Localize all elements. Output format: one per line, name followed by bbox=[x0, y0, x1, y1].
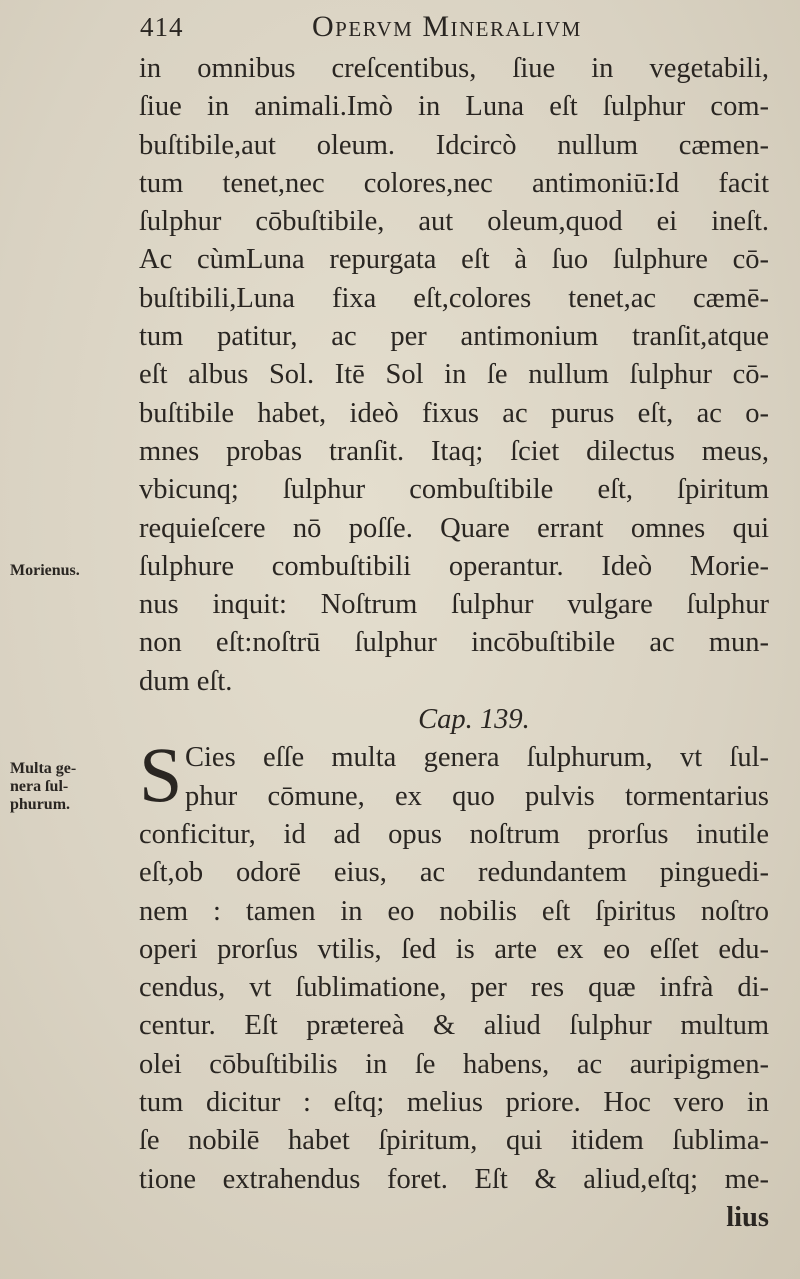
text-line: cendus, vt ſublimatione, per res quæ infrà di- bbox=[139, 972, 769, 1004]
page-number: 414 bbox=[140, 12, 184, 42]
catchword: lius bbox=[726, 1201, 769, 1233]
text-line: dum eſt. bbox=[139, 665, 233, 697]
text-line: ſulphur cōbuſtibile, aut oleum,quod ei ineſt. bbox=[139, 206, 769, 238]
text-line: tione extrahendus foret. Eſt & aliud,eſtq; me- bbox=[139, 1163, 769, 1195]
text-line: Cies eſſe multa genera ſulphurum, vt ſul- bbox=[185, 742, 769, 774]
text-line: ſe nobilē habet ſpiritum, qui itidem ſublima- bbox=[139, 1125, 769, 1157]
text-line: mnes probas tranſit. Itaq; ſciet dilectus meus, bbox=[139, 435, 769, 467]
text-line: conficitur, id ad opus noſtrum prorſus inutile bbox=[139, 818, 769, 850]
text-line: phur cōmune, ex quo pulvis tormentarius bbox=[185, 780, 769, 812]
margin-note-line: Multa ge- bbox=[10, 760, 77, 777]
text-line: tum tenet,nec colores,nec antimoniū:Id facit bbox=[139, 167, 769, 199]
text-line: vbicunq; ſulphur combuſtibile eſt, ſpiritum bbox=[139, 474, 769, 506]
chapter-heading: Cap. 139. bbox=[418, 704, 530, 736]
text-line: tum dicitur : eſtq; melius priore. Hoc vero in bbox=[139, 1087, 769, 1119]
running-title: Opervm Mineralivm bbox=[312, 10, 582, 43]
margin-note-morienus bbox=[10, 562, 80, 580]
text-line: nem : tamen in eo nobilis eſt ſpiritus noſtro bbox=[139, 895, 769, 927]
text-line: Ac cùmLuna repurgata eſt à ſuo ſulphure cō- bbox=[139, 244, 769, 276]
text-line: non eſt:noſtrū ſulphur incōbuſtibile ac mun- bbox=[139, 627, 769, 659]
text-line: nus inquit: Noſtrum ſulphur vulgare ſulphur bbox=[139, 589, 769, 621]
text-line: buſtibili,Luna fixa eſt,colores tenet,ac cæmē- bbox=[139, 282, 769, 314]
text-line: centur. Eſt prætereà & aliud ſulphur multum bbox=[139, 1010, 769, 1042]
paragraph-dropcap bbox=[139, 731, 769, 1199]
text-line: requieſcere nō poſſe. Quare errant omnes qui bbox=[139, 512, 769, 544]
dropcap-letter: S bbox=[139, 731, 183, 819]
text-line: in omnibus creſcentibus, ſiue in vegetabili, bbox=[139, 53, 769, 84]
text-line: ſulphure combuſtibili operantur. Ideò Morie- bbox=[139, 550, 769, 582]
text-line: eſt albus Sol. Itē Sol in ſe nullum ſulphur cō- bbox=[139, 359, 769, 391]
text-line: operi prorſus vtilis, ſed is arte ex eo eſſet edu- bbox=[139, 933, 769, 965]
text-line: olei cōbuſtibilis in ſe habens, ac auripigmen- bbox=[139, 1048, 769, 1080]
text-line: tum patitur, ac per antimonium tranſit,atque bbox=[139, 321, 769, 353]
text-line: buſtibile,aut oleum. Idcircò nullum cæmen- bbox=[139, 129, 769, 161]
margin-note-line: nera ſul- bbox=[10, 778, 69, 795]
margin-note-line: phurum. bbox=[10, 796, 71, 813]
text-line: eſt,ob odorē eius, ac redundantem pinguedi- bbox=[139, 857, 769, 889]
margin-note-genera bbox=[10, 760, 76, 814]
text-line: buſtibile habet, ideò fixus ac purus eſt, ac o- bbox=[139, 397, 769, 429]
margin-note-line: Morienus. bbox=[10, 562, 80, 579]
text-line: ſiue in animali.Imò in Luna eſt ſulphur com- bbox=[139, 91, 769, 123]
body-text bbox=[139, 50, 769, 1237]
page-header bbox=[140, 6, 780, 50]
